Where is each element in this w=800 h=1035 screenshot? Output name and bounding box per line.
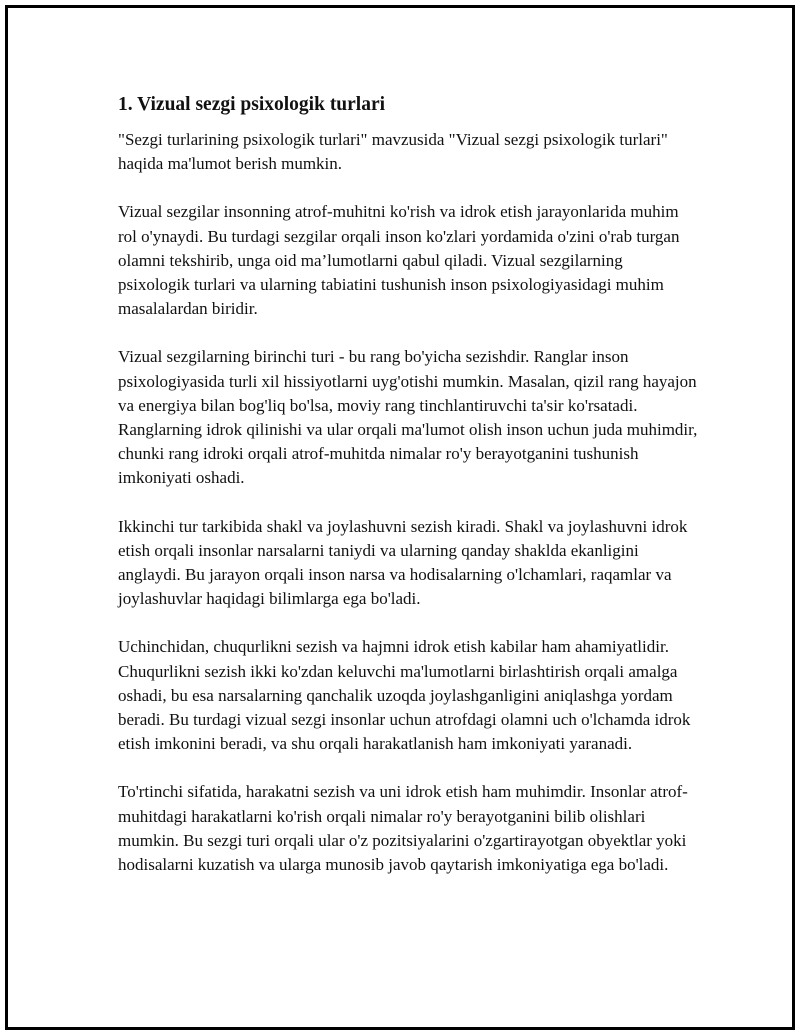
paragraph-intro: "Sezgi turlarining psixologik turlari" mavzusida "Vizual sezgi psixologik turlari" haqida ma'lumot berish mumkin. bbox=[118, 130, 668, 174]
paragraph-shape-location: Ikkinchi tur tarkibida shakl va joylashuvni sezish kiradi. Shakl va joylashuvni idrok etish orqali insonlar narsalarni taniydi va ularning qanday shaklda ekanligini anglaydi. Bu jarayon orqali inson narsa va hodisalarning o'lchamlari, raqamlar va joylashuvlar haqidagi bilimlarga ega bo'ladi. bbox=[118, 516, 688, 609]
document-body bbox=[118, 92, 698, 901]
paragraph-color-perception: Vizual sezgilarning birinchi turi - bu rang bo'yicha sezishdir. Ranglar inson psixologiyasida turli xil hissiyotlarni uyg'otishi mumkin. Masalan, qizil rang hayajon va energiya bilan bog'liq bo'lsa, moviy rang tinchlantiruvchi ta'sir ko'rsatadi. Ranglarning idrok qilinishi va ular orqali ma'lumot olish inson uchun juda muhimdir, chunki rang idroki orqali atrof-muhitda nimalar ro'y berayotganini tushunish imkoniyati oshadi. bbox=[118, 347, 698, 488]
section-heading: 1. Vizual sezgi psixologik turlari bbox=[118, 94, 386, 115]
paragraph-depth-perception: Uchinchidan, chuqurlikni sezish va hajmni idrok etish kabilar ham ahamiyatlidir. Chuqurlikni sezish ikki ko'zdan keluvchi ma'lumotlarni birlashtirish orqali amalga oshadi, bu esa narsalarning qanchalik uzoqda joylashganligini aniqlashga yordam beradi. Bu turdagi vizual sezgi insonlar uchun atrofdagi olamni uch o'lchamda idrok etish imkonini beradi, va shu orqali harakatlanish ham imkoniyati yaranadi. bbox=[118, 637, 691, 754]
paragraph-motion-perception: To'rtinchi sifatida, harakatni sezish va uni idrok etish ham muhimdir. Insonlar atrof-muhitdagi harakatlarni ko'rish orqali nimalar ro'y berayotganini bilib olishlari mumkin. Bu sezgi turi orqali ular o'z pozitsiyalarini o'zgartirayotgan obyektlar yoki hodisalarni kuzatish va ularga munosib javob qaytarish imkoniyatiga ega bo'ladi. bbox=[118, 782, 688, 875]
paragraph-overview: Vizual sezgilar insonning atrof-muhitni ko'rish va idrok etish jarayonlarida muhim rol o'ynaydi. Bu turdagi sezgilar orqali inson ko'zlari yordamida o'zini o'rab turgan olamni tekshirib, unga oid ma’lumotlarni qabul qiladi. Vizual sezgilarning psixologik turlari va ularning tabiatini tushunish inson psixologiyasidagi muhim masalalardan biridir. bbox=[118, 202, 680, 319]
